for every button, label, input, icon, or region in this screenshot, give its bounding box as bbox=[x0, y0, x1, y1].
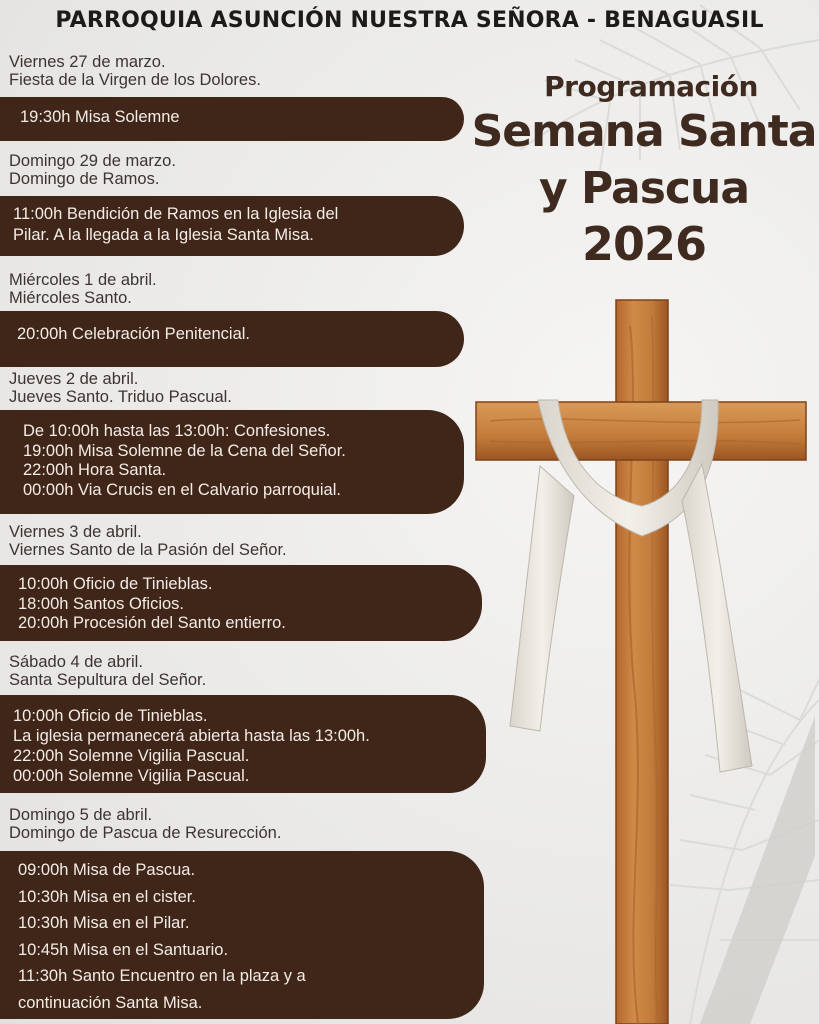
day-date: Viernes 27 de marzo. bbox=[9, 53, 166, 71]
title-semana-santa: Semana Santa bbox=[471, 106, 817, 157]
day-name: Santa Sepultura del Señor. bbox=[9, 671, 207, 689]
schedule-box bbox=[0, 695, 486, 793]
event-line: 10:00h Oficio de Tinieblas. bbox=[13, 707, 208, 725]
event-line: 20:00h Celebración Penitencial. bbox=[17, 325, 250, 343]
event-line: 10:30h Misa en el cister. bbox=[18, 887, 196, 906]
event-line: 09:00h Misa de Pascua. bbox=[18, 861, 196, 879]
title-year: 2026 bbox=[581, 217, 707, 271]
day-heading bbox=[9, 152, 176, 188]
event-line: 10:30h Misa en el Pilar. bbox=[18, 914, 190, 932]
day-heading bbox=[9, 53, 261, 89]
day-heading bbox=[9, 271, 157, 307]
schedule-box bbox=[0, 410, 464, 514]
event-line: 19:30h Misa Solemne bbox=[20, 108, 180, 126]
day-heading bbox=[9, 523, 287, 559]
day-name: Domingo de Ramos. bbox=[9, 170, 160, 188]
parish-header: PARROQUIA ASUNCIÓN NUESTRA SEÑORA - BENAGUASIL bbox=[55, 8, 764, 33]
schedule-box bbox=[0, 311, 464, 367]
event-line: 18:00h Santos Oficios. bbox=[18, 594, 185, 613]
day-heading bbox=[9, 806, 281, 842]
schedule-box bbox=[0, 851, 484, 1019]
event-line: 10:45h Misa en el Santuario. bbox=[18, 940, 229, 959]
day-heading bbox=[9, 653, 206, 689]
day-date: Domingo 5 de abril. bbox=[9, 806, 153, 824]
event-line: Pilar. A la llegada a la Iglesia Santa Misa. bbox=[13, 226, 314, 244]
title-programacion: Programación bbox=[544, 70, 758, 103]
day-name: Viernes Santo de la Pasión del Señor. bbox=[9, 541, 287, 559]
event-line: 00:00h Solemne Vigilia Pascual. bbox=[13, 767, 250, 785]
day-name: Fiesta de la Virgen de los Dolores. bbox=[9, 71, 261, 89]
event-line: continuación Santa Misa. bbox=[18, 993, 203, 1012]
title-y-pascua: y Pascua bbox=[538, 163, 750, 214]
day-name: Domingo de Pascua de Resurección. bbox=[9, 824, 282, 842]
day-date: Jueves 2 de abril. bbox=[9, 370, 139, 388]
event-line: 11:00h Bendición de Ramos en la Iglesia del bbox=[13, 205, 339, 223]
wooden-cross-illustration bbox=[470, 296, 815, 1024]
event-line: 10:00h Oficio de Tinieblas. bbox=[18, 575, 213, 593]
schedule-box bbox=[0, 97, 464, 141]
day-date: Viernes 3 de abril. bbox=[9, 523, 142, 541]
event-line: 22:00h Solemne Vigilia Pascual. bbox=[13, 747, 250, 765]
event-line: 22:00h Hora Santa. bbox=[23, 461, 167, 479]
event-line: 11:30h Santo Encuentro en la plaza y a bbox=[18, 967, 306, 985]
day-date: Sábado 4 de abril. bbox=[9, 653, 143, 671]
event-line: La iglesia permanecerá abierta hasta las 13:00h. bbox=[13, 727, 370, 745]
day-name: Jueves Santo. Triduo Pascual. bbox=[9, 388, 232, 406]
day-date: Miércoles 1 de abril. bbox=[9, 271, 157, 289]
event-line: 00:00h Via Crucis en el Calvario parroquial. bbox=[23, 480, 341, 499]
event-line: 19:00h Misa Solemne de la Cena del Señor. bbox=[23, 441, 346, 460]
schedule-box bbox=[0, 196, 464, 256]
event-line: De 10:00h hasta las 13:00h: Confesiones. bbox=[23, 422, 331, 440]
event-line: 20:00h Procesión del Santo entierro. bbox=[18, 614, 286, 632]
day-date: Domingo 29 de marzo. bbox=[9, 152, 176, 170]
schedule-box bbox=[0, 565, 482, 641]
day-name: Miércoles Santo. bbox=[9, 289, 132, 307]
day-heading bbox=[9, 370, 232, 406]
